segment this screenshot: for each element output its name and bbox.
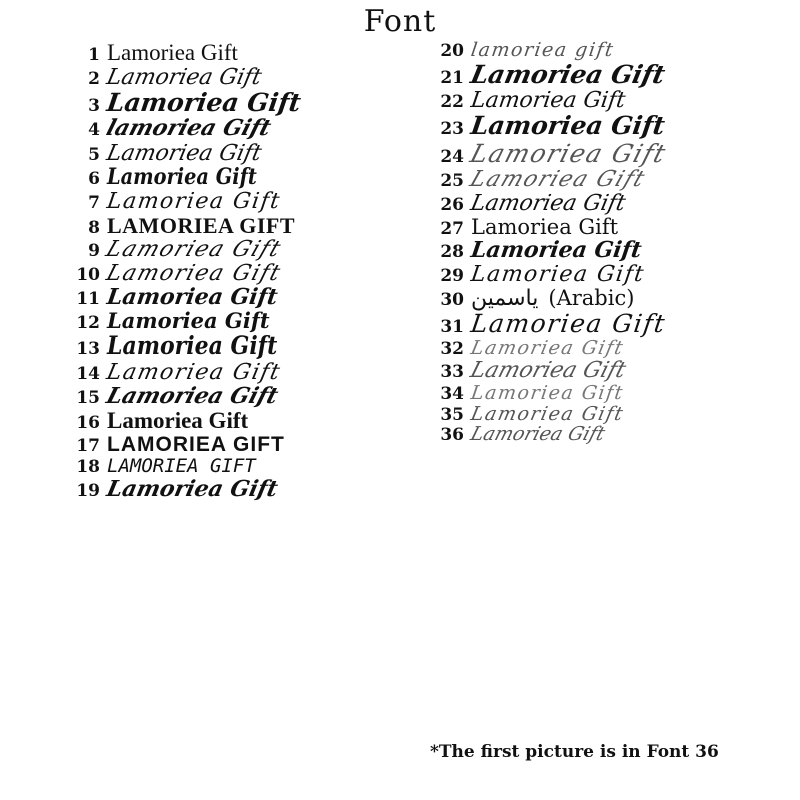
font-row[interactable] bbox=[66, 117, 400, 140]
font-sample: Lamoriea Gift bbox=[467, 138, 670, 168]
font-row[interactable] bbox=[430, 263, 792, 286]
font-number: 35 bbox=[440, 404, 464, 425]
font-number: 16 bbox=[76, 412, 100, 433]
font-sample: Lamoriea Gift bbox=[468, 59, 668, 89]
font-row[interactable] bbox=[66, 361, 400, 384]
font-sample: Lamoriea Gift bbox=[103, 261, 285, 287]
font-number: 12 bbox=[76, 313, 100, 334]
font-number: 15 bbox=[76, 387, 100, 408]
font-sample: Lamoriea Gift bbox=[107, 40, 238, 65]
font-row[interactable] bbox=[66, 190, 400, 213]
font-row[interactable] bbox=[430, 425, 792, 445]
font-row[interactable] bbox=[430, 216, 792, 238]
font-sample: Lamoriea Gift bbox=[103, 382, 282, 409]
font-row[interactable] bbox=[66, 310, 400, 332]
font-number: 33 bbox=[440, 362, 464, 383]
font-sample: lamoriea gift bbox=[469, 39, 616, 61]
font-row[interactable] bbox=[430, 359, 792, 382]
font-sample: lamoriea Gift bbox=[103, 115, 275, 142]
font-number: 22 bbox=[440, 92, 464, 113]
font-number: 5 bbox=[88, 144, 100, 165]
font-row[interactable] bbox=[66, 475, 400, 502]
font-sample: Lamoriea Gift bbox=[107, 331, 278, 361]
font-sample: Lamoriea Gift bbox=[469, 88, 627, 114]
font-sample: Lamoriea Gift bbox=[469, 237, 644, 264]
font-row[interactable] bbox=[66, 90, 400, 116]
font-number: 4 bbox=[88, 120, 100, 141]
font-sample: Lamoriea Gift bbox=[105, 188, 283, 214]
font-number: 28 bbox=[440, 242, 464, 263]
font-number: 7 bbox=[88, 192, 100, 213]
font-row[interactable] bbox=[66, 454, 400, 477]
font-number: 21 bbox=[440, 67, 464, 88]
font-columns bbox=[0, 41, 800, 502]
font-row[interactable] bbox=[66, 163, 400, 190]
font-sample: LAMORIEA GIFT bbox=[107, 454, 256, 477]
font-row[interactable] bbox=[66, 214, 400, 237]
font-number: 24 bbox=[440, 146, 464, 167]
font-number: 25 bbox=[440, 170, 464, 191]
font-column-right bbox=[400, 41, 792, 502]
font-row[interactable] bbox=[430, 168, 792, 191]
font-row[interactable] bbox=[66, 66, 400, 89]
font-row[interactable] bbox=[66, 333, 400, 359]
font-sample: Lamoriea Gift bbox=[466, 166, 650, 192]
font-row[interactable] bbox=[430, 113, 792, 139]
font-number: 2 bbox=[88, 69, 100, 90]
font-row[interactable] bbox=[66, 238, 400, 261]
font-number: 27 bbox=[440, 218, 464, 239]
font-row[interactable] bbox=[66, 434, 400, 456]
font-number: 32 bbox=[440, 338, 464, 359]
font-number: 19 bbox=[76, 480, 100, 501]
font-row[interactable] bbox=[430, 381, 792, 404]
font-sample-note: (Arabic) bbox=[548, 286, 635, 311]
font-number: 10 bbox=[76, 265, 100, 286]
font-row[interactable] bbox=[430, 402, 792, 425]
font-sample: Lamoriea Gift bbox=[471, 214, 619, 239]
font-number: 26 bbox=[440, 194, 464, 215]
font-row[interactable] bbox=[430, 311, 792, 337]
font-row[interactable] bbox=[430, 138, 792, 168]
font-row[interactable] bbox=[430, 287, 792, 310]
font-row[interactable] bbox=[66, 41, 400, 65]
font-sample: Lamoriea Gift bbox=[468, 423, 608, 446]
font-sample: Lamoriea Gift bbox=[469, 309, 668, 339]
font-number: 11 bbox=[76, 289, 100, 310]
font-number: 36 bbox=[440, 425, 464, 446]
font-row[interactable] bbox=[66, 142, 400, 165]
font-sample: Lamoriea Gift bbox=[107, 407, 249, 433]
font-sample: Lamoriea Gift bbox=[468, 190, 628, 216]
font-sample: Lamoriea Gift bbox=[104, 359, 284, 385]
font-sample: Lamoriea Gift bbox=[469, 262, 647, 288]
font-number: 8 bbox=[88, 217, 100, 238]
page-title: Font bbox=[363, 4, 437, 39]
font-row[interactable] bbox=[66, 382, 400, 409]
font-sample: Lamoriea Gift bbox=[102, 236, 286, 262]
font-sample-arabic: ياسمين bbox=[471, 286, 539, 312]
font-sample: Lamoriea Gift bbox=[104, 65, 264, 91]
font-row[interactable] bbox=[430, 336, 792, 359]
font-column-left bbox=[8, 41, 400, 502]
font-number: 30 bbox=[440, 290, 464, 311]
font-number: 17 bbox=[76, 435, 100, 456]
font-number: 3 bbox=[88, 96, 100, 117]
font-row[interactable] bbox=[430, 59, 792, 89]
font-row[interactable] bbox=[430, 239, 792, 262]
font-sample: LAMORIEA GIFT bbox=[107, 432, 285, 456]
font-number: 6 bbox=[88, 168, 100, 189]
font-row[interactable] bbox=[66, 409, 400, 433]
font-sample: Lamoriea Gift bbox=[104, 140, 264, 166]
font-sample: Lamoriea Gift bbox=[469, 381, 626, 404]
font-sample: Lamoriea Gift bbox=[467, 358, 629, 384]
font-sample: Lamoriea Gift bbox=[105, 284, 280, 311]
font-row[interactable] bbox=[430, 41, 792, 61]
font-number: 1 bbox=[88, 45, 100, 65]
font-number: 14 bbox=[76, 363, 100, 384]
font-row[interactable] bbox=[430, 192, 792, 215]
font-sample: Lamoriea Gift bbox=[105, 88, 303, 118]
font-sample: Lamoriea Gift bbox=[107, 308, 270, 334]
font-sample: Lamoriea Gift bbox=[468, 336, 627, 359]
font-number: 13 bbox=[76, 339, 100, 360]
font-number: 18 bbox=[76, 456, 100, 477]
font-number: 23 bbox=[440, 119, 464, 140]
font-number: 20 bbox=[440, 41, 464, 61]
font-sample: Lamoriea Gift bbox=[107, 163, 257, 190]
font-sample: Lamoriea Gift bbox=[468, 402, 627, 425]
font-number: 34 bbox=[440, 383, 464, 404]
font-row[interactable] bbox=[430, 89, 792, 112]
font-sample: LAMORIEA GIFT bbox=[107, 212, 296, 238]
font-number: 29 bbox=[440, 266, 464, 287]
font-row[interactable] bbox=[66, 262, 400, 285]
font-row[interactable] bbox=[66, 286, 400, 309]
font-sample: Lamoriea Gift bbox=[104, 475, 281, 502]
font-number: 9 bbox=[88, 240, 100, 261]
footnote: *The first picture is in Font 36 bbox=[430, 742, 719, 762]
font-number: 31 bbox=[440, 317, 464, 338]
font-sample: Lamoriea Gift bbox=[469, 111, 667, 141]
